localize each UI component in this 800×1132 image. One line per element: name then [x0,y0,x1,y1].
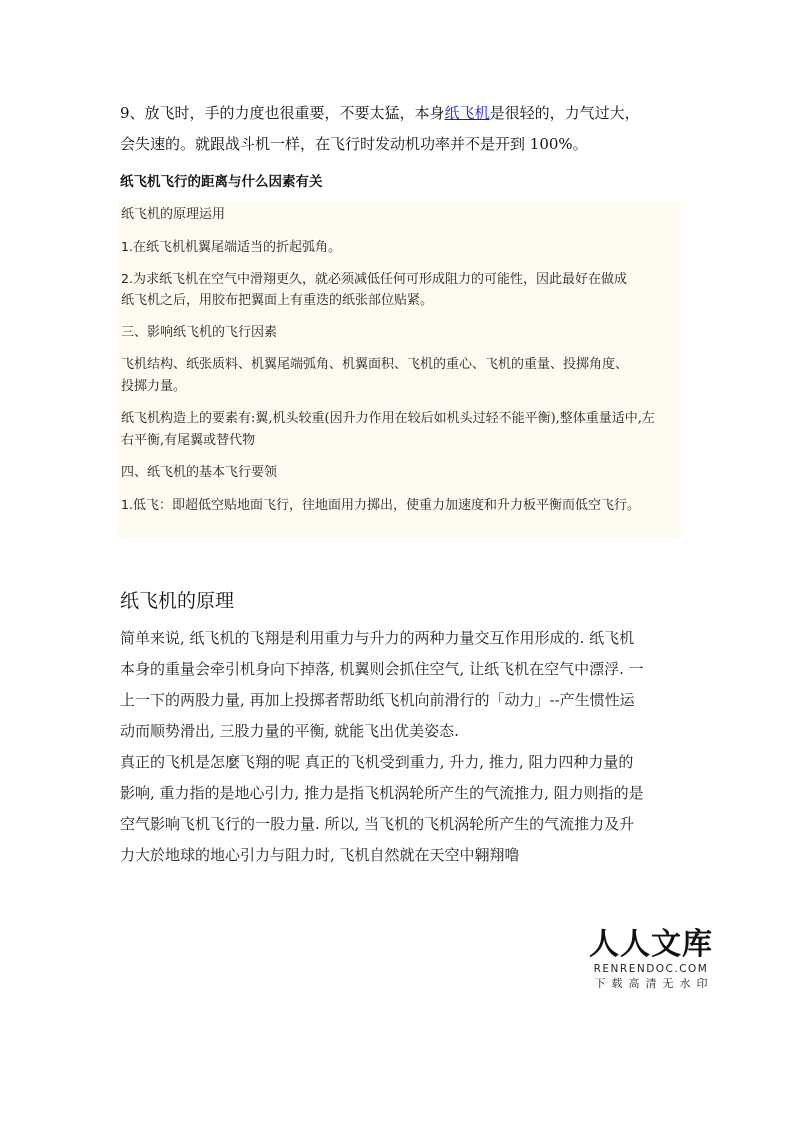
logo-title: 人人文库 [589,927,713,962]
paper-plane-link[interactable]: 纸飞机 [444,104,490,122]
item-number: 2. [121,271,133,286]
body-line: 动而顺势滑出, 三股力量的平衡, 就能飞出优美姿态. [120,722,459,740]
item-text: 在纸飞机机翼尾端适当的折起弧角。 [132,240,341,255]
body-line: 本身的重量会牵引机身向下掉落, 机翼则会抓住空气, 让纸飞机在空气中漂浮. 一 [120,660,644,678]
renrendoc-logo [586,928,716,992]
quote-line-factors: 飞机结构、纸张质料、机翼尾端弧角、机翼面积、飞机的重心、飞机的重量、投掷角度、 [121,357,629,372]
logo-domain: RENRENDOC.COM [593,963,709,975]
body-line: 真正的飞机是怎麼飞翔的呢 真正的飞机受到重力, 升力, 推力, 阻力四种力量的 [120,753,634,771]
principle-paragraph [120,623,690,871]
item-number: 1. [121,239,133,254]
quote-heading-basics: 四、纸飞机的基本飞行要领 [121,465,278,480]
p9-text-line2: 会失速的。就跟战斗机一样，在飞行时发动机功率并不是开到 100%。 [120,135,588,153]
quote-heading-factors: 三、影响纸飞机的飞行因素 [121,325,278,340]
body-line: 上一下的两股力量, 再加上投掷者帮助纸飞机向前滑行的「动力」--产生惯性运 [120,691,635,709]
p9-text-end: 是很轻的，力气过大， [489,104,640,122]
paragraph-step-9 [120,98,700,160]
body-line: 影响, 重力指的是地心引力, 推力是指飞机涡轮所产生的气流推力, 阻力则指的是 [120,784,644,802]
quote-line-elements-cont: 右平衡,有尾翼或替代物 [121,433,256,448]
quote-line-elements: 纸飞机构造上的要素有:翼,机头较重(因升力作用在较后如机头过轻不能平衡),整体重量适中,左 [121,411,655,426]
body-line: 空气影响飞机飞行的一股力量. 所以, 当飞机的飞机涡轮所产生的气流推力及升 [120,815,635,833]
item-text: 低飞：即超低空贴地面飞行，往地面用力掷出，使重力加速度和升力板平衡而低空飞行。 [132,498,640,513]
quote-line-principle-title: 纸飞机的原理运用 [121,207,226,222]
quote-block [118,202,680,538]
item-text: 为求纸飞机在空气中滑翔更久，就必须减低任何可形成阻力的可能性，因此最好在做成 [132,272,627,287]
quote-line-item-1 [121,236,696,259]
quote-line-low-flight [121,494,696,517]
quote-line-factors-cont: 投掷力量。 [121,379,187,394]
item-number: 1. [121,497,133,512]
p9-text-start: 9、放飞时，手的力度也很重要，不要太猛，本身 [120,104,445,122]
quote-line-item-2 [121,268,696,291]
section-heading-principle: 纸飞机的原理 [120,590,235,612]
logo-tagline: 下载高清无水印 [594,977,714,990]
section-heading-distance-factors: 纸飞机飞行的距离与什么因素有关 [120,174,323,190]
body-line: 力大於地球的地心引力与阻力时, 飞机自然就在天空中翱翔噜 [120,846,520,864]
body-line: 简单来说, 纸飞机的飞翔是利用重力与升力的两种力量交互作用形成的. 纸飞机 [120,629,635,647]
quote-line-item-2-cont: 纸飞机之后，用胶布把翼面上有重迭的纸张部位贴紧。 [121,293,434,308]
